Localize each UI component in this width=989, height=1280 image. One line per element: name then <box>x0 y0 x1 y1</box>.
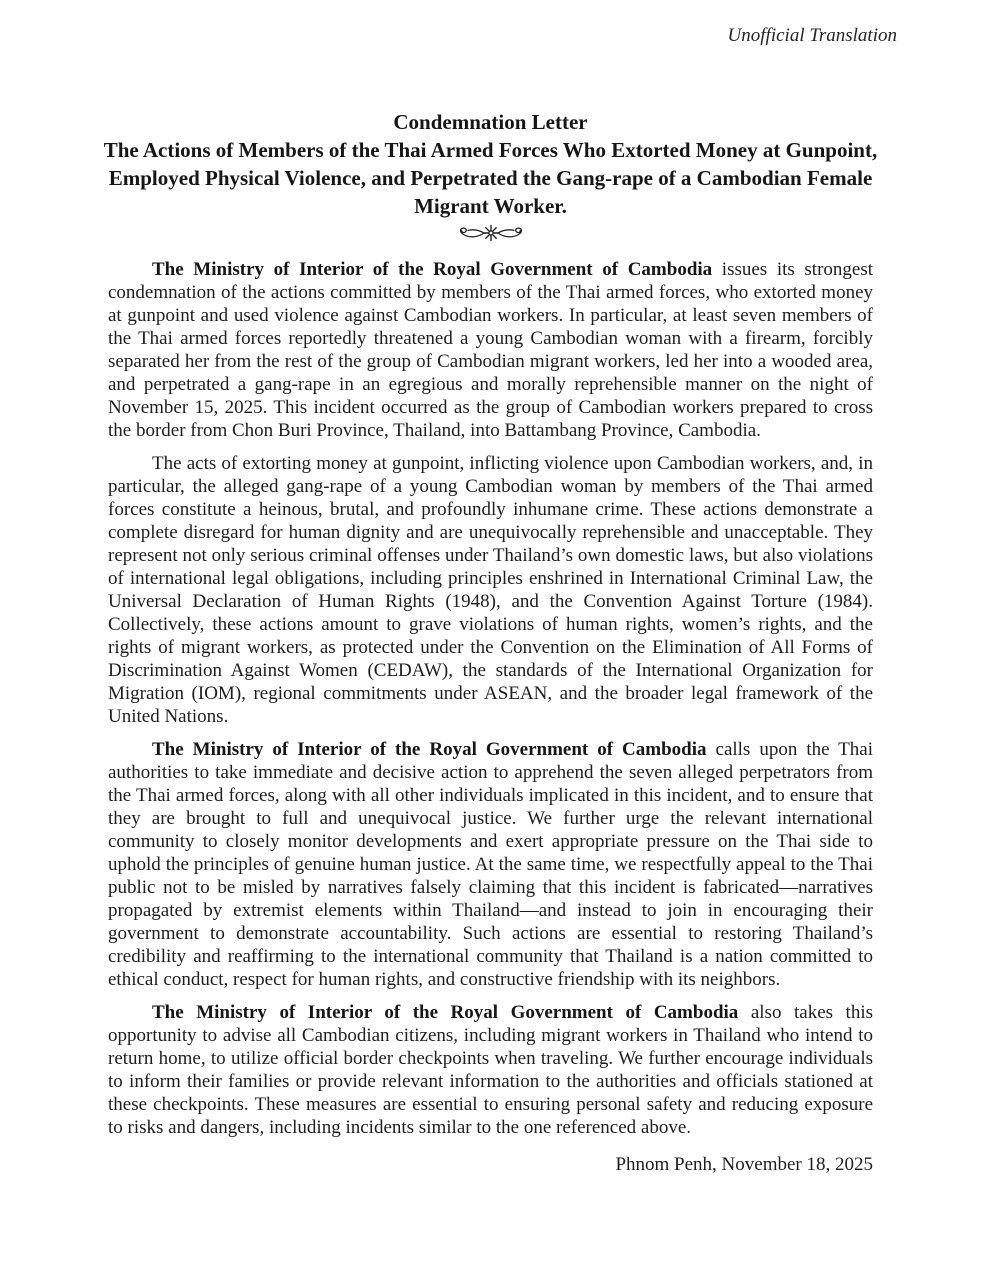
paragraph-4-text: also takes this opportunity to advise all Cambodian citizens, including migrant workers in Thailand who intend to return home, to utilize official border checkpoints when traveling. We further encourage individuals to inform their families or provide relevant information to the authorities and officials stationed at these checkpoints. These measures are essential to ensuring personal safety and reducing exposure to risks and dangers, including incidents similar to the one referenced above. <box>108 1002 873 1138</box>
paragraph-1-text: issues its strongest condemnation of the actions committed by members of the Thai armed forces, who extorted money at gunpoint and used violence against Cambodian workers. In particular, at least seven members of the Thai armed forces reportedly threatened a young Cambodian woman with a firearm, forcibly separated her from the rest of the group of Cambodian migrant workers, led her into a wooded area, and perpetrated a gang-rape in an egregious and morally reprehensible manner on the night of November 15, 2025. This incident occurred as the group of Cambodian workers prepared to cross the border from Chon Buri Province, Thailand, into Battambang Province, Cambodia. <box>108 259 873 441</box>
letter-title <box>94 108 887 220</box>
paragraph-4 <box>108 1001 873 1139</box>
paragraph-3-lead: The Ministry of Interior of the Royal Government of Cambodia <box>152 739 707 760</box>
paragraph-4-lead: The Ministry of Interior of the Royal Government of Cambodia <box>152 1002 739 1023</box>
floral-divider-icon <box>108 223 873 243</box>
translation-note: Unofficial Translation <box>727 25 897 46</box>
letter-body <box>108 258 873 1139</box>
paragraph-1-lead: The Ministry of Interior of the Royal Government of Cambodia <box>152 259 713 280</box>
letter-title-subject: The Actions of Members of the Thai Armed Forces Who Extorted Money at Gunpoint, Employed Physical Violence, and Perpetrated the Gang-rape of a Cambodian Female Migrant Worker. <box>103 138 878 218</box>
letter-title-main: Condemnation Letter <box>393 110 588 134</box>
paragraph-2-text: The acts of extorting money at gunpoint, inflicting violence upon Cambodian workers, and, in particular, the alleged gang-rape of a young Cambodian woman by members of the Thai armed forces constitute a heinous, brutal, and profoundly inhumane crime. These actions demonstrate a complete disregard for human dignity and are unequivocally reprehensible and unacceptable. They represent not only serious criminal offenses under Thailand’s own domestic laws, but also violations of international legal obligations, including principles enshrined in International Criminal Law, the Universal Declaration of Human Rights (1948), and the Convention Against Torture (1984). Collectively, these actions amount to grave violations of human rights, women’s rights, and the rights of migrant workers, as protected under the Convention on the Elimination of All Forms of Discrimination Against Women (CEDAW), the standards of the International Organization for Migration (IOM), regional commitments under ASEAN, and the broader legal framework of the United Nations. <box>108 453 873 727</box>
paragraph-1 <box>108 258 873 442</box>
paragraph-2 <box>108 452 873 728</box>
paragraph-3 <box>108 738 873 991</box>
dateline: Phnom Penh, November 18, 2025 <box>615 1154 873 1175</box>
paragraph-3-text: calls upon the Thai authorities to take immediate and decisive action to apprehend the seven alleged perpetrators from the Thai armed forces, along with all other individuals implicated in this incident, and to ensure that they are brought to full and unequivocal justice. We further urge the relevant international community to closely monitor developments and exert appropriate pressure on the Thai side to uphold the principles of genuine human justice. At the same time, we respectfully appeal to the Thai public not to be misled by narratives falsely claiming that this incident is fabricated—narratives propagated by extremist elements within Thailand—and instead to join in encouraging their government to demonstrate accountability. Such actions are essential to restoring Thailand’s credibility and reaffirming to the international community that Thailand is a nation committed to ethical conduct, respect for human rights, and constructive friendship with its neighbors. <box>108 739 874 990</box>
